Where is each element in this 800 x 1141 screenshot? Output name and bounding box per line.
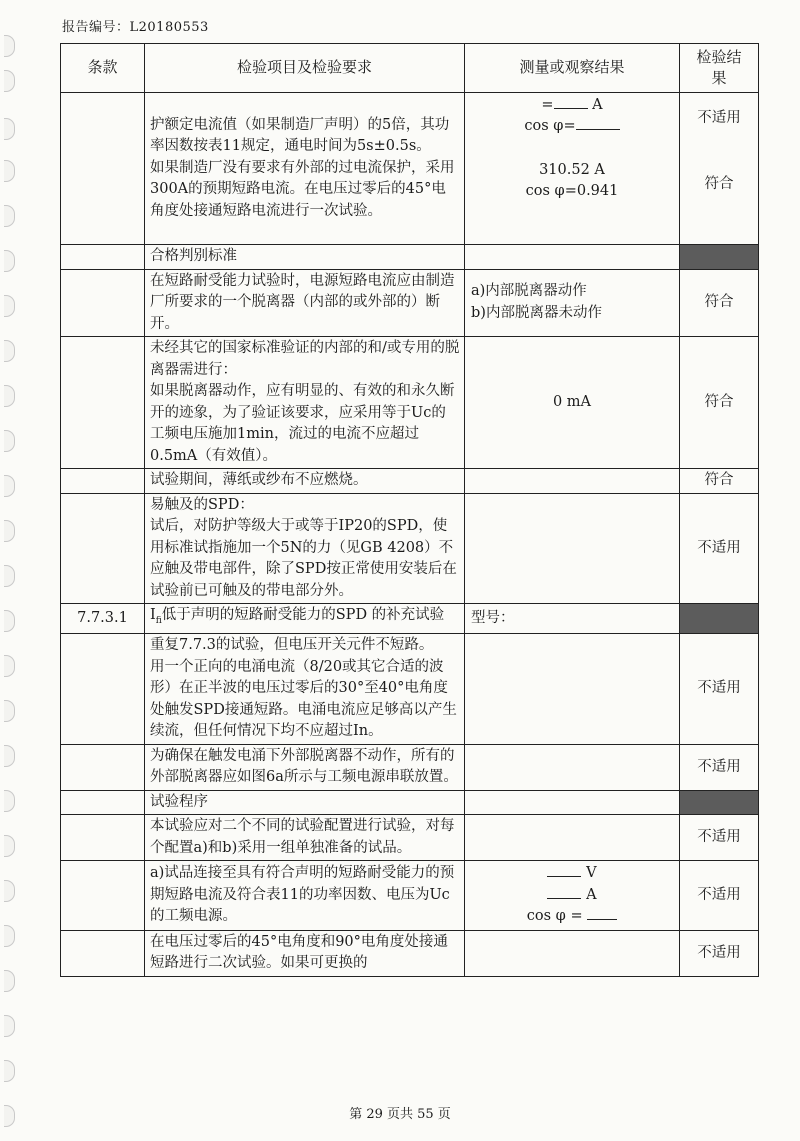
requirement-cell xyxy=(145,93,465,245)
binding-hole xyxy=(4,610,15,632)
measured-current: 310.52 A xyxy=(539,162,605,178)
clause-cell xyxy=(61,790,145,815)
requirement-text: 易触及的SPD： xyxy=(150,496,254,513)
table-row xyxy=(61,245,759,270)
section-label: 合格判别标准 xyxy=(145,245,465,270)
requirement-text: 重复7.7.3的试验，但电压开关元件不短路。 xyxy=(150,637,434,654)
clause-cell xyxy=(61,815,145,861)
measurement-cell xyxy=(465,790,680,815)
header-verdict: 检验结果 xyxy=(680,44,759,93)
table-row xyxy=(61,337,759,469)
requirement-cell xyxy=(145,493,465,604)
table-row xyxy=(61,815,759,861)
binding-hole xyxy=(4,655,15,677)
verdict: 不适用 xyxy=(680,634,759,745)
binding-hole xyxy=(4,70,15,92)
requirement-text: 用一个正向的电涌电流（8/20或其它合适的波形）在正半波的电压过零后的30°至40°电角度处触发SPD接通短路。电涌电流应足够高以产生续流，但任何情况下均不应超过In。 xyxy=(150,658,457,740)
measurement-cell xyxy=(465,744,680,790)
measured-power-factor: cos φ=0.941 xyxy=(525,183,619,199)
power-factor-blank: cos φ = xyxy=(471,906,673,928)
measurement-cell xyxy=(465,269,680,337)
binding-hole xyxy=(4,35,15,57)
table-row xyxy=(61,493,759,604)
binding-hole xyxy=(4,835,15,857)
measurement-cell xyxy=(465,634,680,745)
requirement-text: 试验期间，薄纸或纱布不应燃烧。 xyxy=(145,469,465,494)
binding-hole xyxy=(4,160,15,182)
shaded-verdict-cell xyxy=(680,604,759,634)
binding-hole xyxy=(4,1060,15,1082)
verdict: 符合 xyxy=(680,269,759,337)
binding-hole xyxy=(4,205,15,227)
shaded-verdict-cell xyxy=(680,790,759,815)
requirement-text: 未经其它的国家标准验证的内部的和/或专用的脱离器需进行： xyxy=(150,340,460,378)
disconnector-option-b: b)内部脱离器未动作 xyxy=(471,304,602,321)
measurement-cell xyxy=(465,93,680,245)
binding-hole xyxy=(4,925,15,947)
requirement-cell: $I_{fi}$低于声明的短路耐受能力的SPD 的补充试验 xyxy=(145,604,465,634)
requirement-text: 如果制造厂没有要求有外部的过电流保护，采用300A的预期短路电流。在电压过零后的45°电角度处接通短路电流进行一次试验。 xyxy=(150,159,455,219)
clause-cell xyxy=(61,245,145,270)
table-row xyxy=(61,604,759,634)
report-number: 报告编号：L20180553 xyxy=(62,20,209,35)
clause-cell xyxy=(61,744,145,790)
table-row xyxy=(61,790,759,815)
requirement-text: 在电压过零后的45°电角度和90°电角度处接通短路进行二次试验。如果可更换的 xyxy=(145,930,465,976)
measurement-cell xyxy=(465,815,680,861)
table-row xyxy=(61,634,759,745)
disconnector-option-a: a)内部脱离器动作 xyxy=(471,283,587,300)
measurement-cell xyxy=(465,245,680,270)
clause-number: 7.7.3.1 xyxy=(61,604,145,634)
clause-cell xyxy=(61,634,145,745)
binding-hole xyxy=(4,250,15,272)
page-number: 第 29 页共 55 页 xyxy=(349,1107,451,1122)
measurement-cell xyxy=(465,861,680,931)
binding-hole xyxy=(4,565,15,587)
requirement-text: 护额定电流值（如果制造厂声明）的5倍，其功率因数按表11规定，通电时间为5s±0.5s。 xyxy=(150,116,450,155)
current-blank: A xyxy=(471,885,673,907)
clause-cell xyxy=(61,861,145,931)
requirement-text: 试后，对防护等级大于或等于IP20的SPD，使用标准试指施加一个5N的力（见GB 4208）不应触及带电部件，除了SPD按正常使用安装后在试验前已可触及的带电部分外。 xyxy=(150,518,457,599)
leakage-current: 0 mA xyxy=(465,337,680,469)
verdict: 不适用 xyxy=(680,493,759,604)
clause-cell xyxy=(61,930,145,976)
header-clause: 条款 xyxy=(61,44,145,93)
binding-hole xyxy=(4,118,15,140)
verdict: 不适用 xyxy=(697,110,741,126)
requirement-text: 本试验应对二个不同的试验配置进行试验，对每个配置a)和b)采用一组单独准备的试品。 xyxy=(145,815,465,861)
header-measurement: 测量或观察结果 xyxy=(465,44,680,93)
verdict: 不适用 xyxy=(680,815,759,861)
header-requirement: 检验项目及检验要求 xyxy=(145,44,465,93)
model-label: 型号： xyxy=(465,604,680,634)
binding-hole xyxy=(4,430,15,452)
measurement-cell xyxy=(465,469,680,494)
table-row xyxy=(61,93,759,245)
verdict: 符合 xyxy=(680,337,759,469)
measured-current-blank: = A xyxy=(541,97,603,113)
verdict: 不适用 xyxy=(680,744,759,790)
clause-cell xyxy=(61,493,145,604)
table-row xyxy=(61,469,759,494)
requirement-cell xyxy=(145,337,465,469)
clause-cell xyxy=(61,93,145,245)
binding-hole xyxy=(4,1015,15,1037)
table-row xyxy=(61,744,759,790)
measurement-cell xyxy=(465,930,680,976)
verdict-cell xyxy=(680,93,759,245)
binding-hole xyxy=(4,745,15,767)
verdict: 不适用 xyxy=(680,930,759,976)
verdict: 不适用 xyxy=(680,861,759,931)
table-row xyxy=(61,269,759,337)
requirement-text: a)试品连接至具有符合声明的短路耐受能力的预期短路电流及符合表11的功率因数、电压为Uc的工频电源。 xyxy=(145,861,465,931)
clause-cell xyxy=(61,469,145,494)
binding-hole xyxy=(4,340,15,362)
binding-hole xyxy=(4,880,15,902)
voltage-blank: V xyxy=(471,863,673,885)
binding-hole xyxy=(4,700,15,722)
power-factor-blank: cos φ= xyxy=(471,116,673,137)
binding-hole xyxy=(4,385,15,407)
verdict: 符合 xyxy=(680,469,759,494)
binding-hole xyxy=(4,790,15,812)
measurement-cell xyxy=(465,493,680,604)
shaded-verdict-cell xyxy=(680,245,759,270)
verdict: 符合 xyxy=(704,175,734,192)
requirement-cell xyxy=(145,634,465,745)
clause-cell xyxy=(61,337,145,469)
table-row xyxy=(61,861,759,931)
binding-hole xyxy=(4,475,15,497)
binding-hole xyxy=(4,970,15,992)
requirement-text: 为确保在触发电涌下外部脱离器不动作，所有的外部脱离器应如图6a所示与工频电源串联放置。 xyxy=(145,744,465,790)
table-header-row xyxy=(61,44,759,93)
binding-margin xyxy=(0,0,22,1141)
binding-hole xyxy=(4,520,15,542)
requirement-text: 如果脱离器动作，应有明显的、有效的和永久断开的迹象，为了验证该要求，应采用等于Uc的工频电压施加1min，流过的电流不应超过0.5mA（有效值）。 xyxy=(150,383,455,464)
section-label: 试验程序 xyxy=(145,790,465,815)
table-row xyxy=(61,930,759,976)
binding-hole xyxy=(4,295,15,317)
inspection-table xyxy=(60,43,759,977)
requirement-text: 在短路耐受能力试验时，电源短路电流应由制造厂所要求的一个脱离器（内部的或外部的）断开。 xyxy=(145,269,465,337)
clause-cell xyxy=(61,269,145,337)
